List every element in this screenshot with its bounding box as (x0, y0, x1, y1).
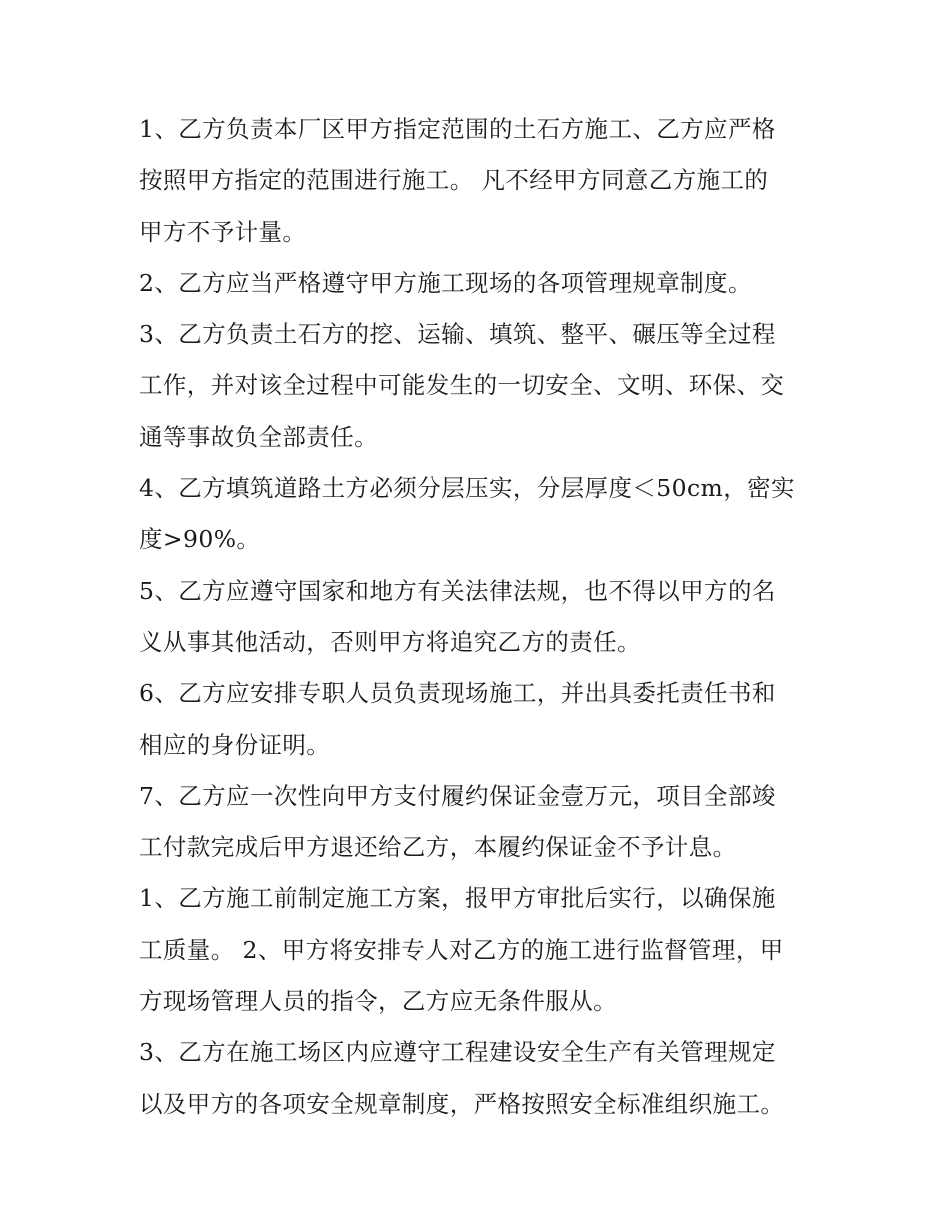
text-line-6: 工作，并对该全过程中可能发生的一切安全、文明、环保、交 (139, 371, 785, 400)
text-line-17: 工质量。 2、甲方将安排专人对乙方的施工进行监督管理，甲 (139, 935, 784, 964)
text-line-18: 方现场管理人员的指令，乙方应无条件服从。 (139, 987, 617, 1016)
document-body (139, 104, 829, 1130)
text-line-8: 4、乙方填筑道路土方必须分层压实，分层厚度＜50cm，密实 (139, 474, 795, 503)
text-line-3: 甲方不予计量。 (139, 217, 307, 246)
text-line-1: 1、乙方负责本厂区甲方指定范围的土石方施工、乙方应严格 (139, 115, 776, 143)
text-line-14: 7、乙方应一次性向甲方支付履约保证金壹万元，项目全部竣 (139, 781, 776, 810)
text-line-13: 相应的身份证明。 (139, 730, 331, 759)
text-line-9: 度>90%。 (139, 525, 261, 554)
text-line-16: 1、乙方施工前制定施工方案，报甲方审批后实行，以确保施 (139, 884, 776, 913)
text-line-2: 按照甲方指定的范围进行施工。 凡不经甲方同意乙方施工的 (139, 166, 769, 195)
text-line-5: 3、乙方负责土石方的挖、运输、填筑、整平、碾压等全过程 (139, 320, 776, 349)
text-line-12: 6、乙方应安排专职人员负责现场施工，并出具委托责任书和 (139, 679, 776, 708)
text-line-20: 以及甲方的各项安全规章制度，严格按照安全标准组织施工。 (139, 1089, 785, 1118)
text-line-4: 2、乙方应当严格遵守甲方施工现场的各项管理规章制度。 (139, 268, 752, 297)
text-line-19: 3、乙方在施工场区内应遵守工程建设安全生产有关管理规定 (139, 1038, 776, 1067)
text-line-10: 5、乙方应遵守国家和地方有关法律法规，也不得以甲方的名 (139, 576, 776, 605)
text-line-15: 工付款完成后甲方退还给乙方，本履约保证金不予计息。 (139, 833, 737, 862)
text-line-11: 义从事其他活动，否则甲方将追究乙方的责任。 (139, 627, 641, 656)
text-line-7: 通等事故负全部责任。 (139, 422, 378, 451)
